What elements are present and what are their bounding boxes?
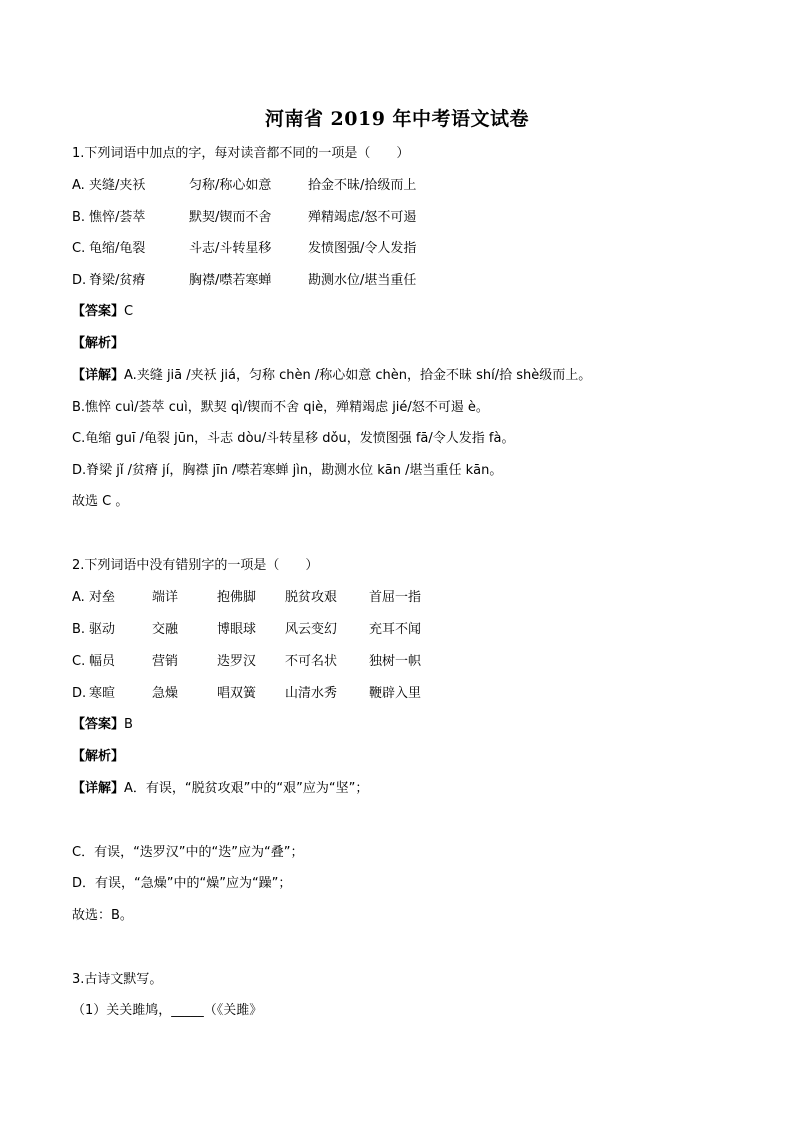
option-item: 勘测水位/堪当重任 bbox=[308, 273, 417, 288]
answer-value: C bbox=[124, 304, 134, 319]
q2-detail-line: C．有误，“迭罗汉”中的“迭”应为“叠”； bbox=[72, 845, 304, 860]
q1-conclusion: 故选 C 。 bbox=[72, 494, 129, 509]
q2-detail-line bbox=[72, 781, 368, 797]
option-item: 交融 bbox=[152, 622, 179, 637]
analysis-tag: 【解析】 bbox=[72, 336, 125, 351]
option-item: 独树一帜 bbox=[369, 654, 422, 669]
option-item: 夹缝/夹袄 bbox=[89, 178, 146, 193]
detail-text: A.夹缝 jiā /夹袄 jiá，匀称 chèn /称心如意 chèn，拾金不昧 shí/拾 shè级而上。 bbox=[124, 368, 592, 383]
option-item: 充耳不闻 bbox=[369, 622, 422, 637]
detail-tag: 【详解】 bbox=[72, 368, 125, 383]
detail-tag: 【详解】 bbox=[72, 781, 125, 796]
option-item: 唱双簧 bbox=[217, 686, 257, 701]
option-label: A. bbox=[72, 590, 85, 605]
option-item: 斗志/斗转星移 bbox=[189, 241, 272, 256]
detail-text: A．有误，“脱贫攻艰”中的“艰”应为“坚”； bbox=[124, 781, 369, 796]
q1-analysis-tag bbox=[72, 336, 124, 352]
option-item: 鞭辟入里 bbox=[369, 686, 422, 701]
q3-sub1: （1）关关雎鸠，_____（《关雎》 bbox=[72, 1003, 263, 1018]
option-item: 不可名状 bbox=[285, 654, 338, 669]
q1-detail-line: C.龟缩 guī /龟裂 jūn，斗志 dòu/斗转星移 dǒu，发愤图强 fā/令人发指 fà。 bbox=[72, 431, 515, 446]
q2-detail-line: D．有误，“急燥”中的“燥”应为“躁”； bbox=[72, 876, 292, 891]
option-label: B. bbox=[72, 622, 86, 637]
option-item: 端详 bbox=[152, 590, 179, 605]
q2-answer bbox=[72, 717, 133, 733]
answer-value: B bbox=[124, 717, 133, 732]
option-label: A. bbox=[72, 178, 85, 193]
option-item: 风云变幻 bbox=[285, 622, 338, 637]
option-item: 幅员 bbox=[89, 654, 116, 669]
page-title: 河南省 2019 年中考语文试卷 bbox=[264, 108, 530, 130]
q2-stem: 2.下列词语中没有错别字的一项是（ ） bbox=[72, 558, 319, 573]
q2-conclusion: 故选：B。 bbox=[72, 908, 133, 923]
option-item: 发愤图强/令人发指 bbox=[308, 241, 417, 256]
answer-tag: 【答案】 bbox=[72, 304, 125, 319]
option-item: 山清水秀 bbox=[285, 686, 338, 701]
option-item: 抱佛脚 bbox=[217, 590, 257, 605]
option-item: 首屈一指 bbox=[369, 590, 422, 605]
q1-detail-line: B.憔悴 cuì/荟萃 cuì，默契 qì/锲而不舍 qiè，殚精竭虑 jié/怒不可遏 è。 bbox=[72, 400, 489, 415]
option-label: D. bbox=[72, 686, 87, 701]
option-item: 龟缩/龟裂 bbox=[89, 241, 146, 256]
analysis-tag: 【解析】 bbox=[72, 749, 125, 764]
option-item: 拾金不昧/拾级而上 bbox=[308, 178, 417, 193]
q2-analysis-tag bbox=[72, 749, 124, 765]
answer-tag: 【答案】 bbox=[72, 717, 125, 732]
option-item: 对垒 bbox=[89, 590, 116, 605]
option-item: 殚精竭虑/怒不可遏 bbox=[308, 210, 417, 225]
q1-stem: 1.下列词语中加点的字，每对读音都不同的一项是（ ） bbox=[72, 146, 410, 161]
q1-detail-line: D.脊梁 jǐ /贫瘠 jí，胸襟 jīn /噤若寒蝉 jìn，勘测水位 kān /堪当重任 kān。 bbox=[72, 463, 503, 478]
option-item: 胸襟/噤若寒蝉 bbox=[189, 273, 272, 288]
option-item: 营销 bbox=[152, 654, 179, 669]
option-item: 匀称/称心如意 bbox=[189, 178, 272, 193]
option-label: D. bbox=[72, 273, 87, 288]
option-label: C. bbox=[72, 654, 86, 669]
option-label: B. bbox=[72, 210, 86, 225]
option-item: 寒暄 bbox=[89, 686, 116, 701]
option-item: 脊梁/贫瘠 bbox=[89, 273, 146, 288]
option-item: 迭罗汉 bbox=[217, 654, 257, 669]
option-item: 憔悴/荟萃 bbox=[89, 210, 146, 225]
option-item: 急燥 bbox=[152, 686, 179, 701]
q1-detail-line bbox=[72, 368, 591, 384]
q3-stem: 3.古诗文默写。 bbox=[72, 972, 163, 987]
option-item: 默契/锲而不舍 bbox=[189, 210, 272, 225]
option-item: 驱动 bbox=[89, 622, 116, 637]
option-label: C. bbox=[72, 241, 86, 256]
option-item: 博眼球 bbox=[217, 622, 257, 637]
option-item: 脱贫攻艰 bbox=[285, 590, 338, 605]
q1-answer bbox=[72, 304, 133, 320]
